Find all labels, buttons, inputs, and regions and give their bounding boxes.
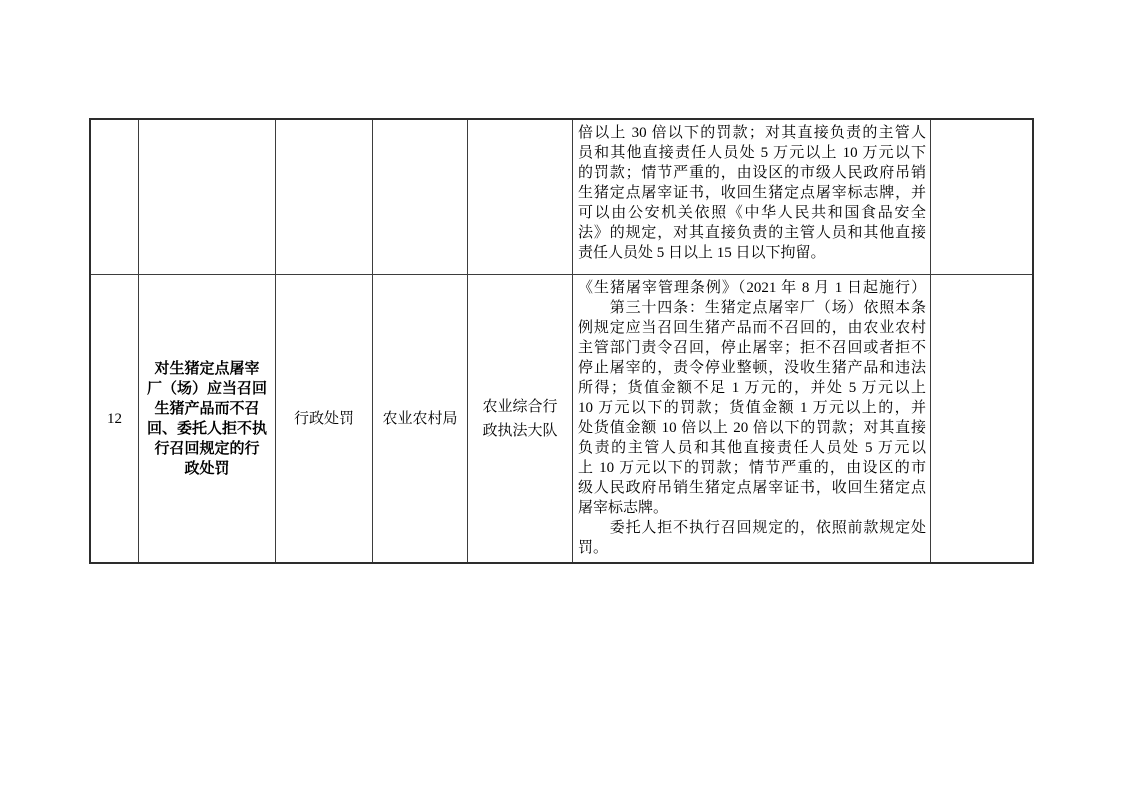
- penalty-type-cell: [276, 275, 373, 562]
- remark-cell: [931, 275, 1032, 562]
- cont-undertaking-unit-cell: [468, 120, 573, 275]
- undertaking-unit-line: 政执法大队: [482, 422, 558, 439]
- item-name-cell: [139, 275, 276, 562]
- legal-basis-line: 停止屠宰的，责令停业整顿，没收生猪产品和违法: [578, 360, 926, 376]
- legal-basis-line: 例规定应当召回生猪产品而不召回的，由农业农村: [578, 320, 926, 336]
- legal-basis-line: 处货值金额 10 倍以上 20 倍以下的罚款；对其直接: [578, 420, 926, 436]
- legal-basis-cell: [573, 275, 931, 562]
- cont-implementing-agency-cell: [373, 120, 468, 275]
- legal-basis-line: 10 万元以下的罚款；货值金额 1 万元以上的，并: [578, 400, 926, 416]
- cont-item-name-cell: [139, 120, 276, 275]
- legal-basis-line: 员和其他直接责任人员处 5 万元以上 10 万元以下: [578, 145, 926, 161]
- undertaking-unit-cell: [468, 275, 573, 562]
- legal-basis-line: 屠宰标志牌。: [578, 500, 669, 516]
- legal-basis-line: 可以由公安机关依照《中华人民共和国食品安全: [578, 205, 926, 221]
- legal-basis-line: 倍以上 30 倍以下的罚款；对其直接负责的主管人: [578, 125, 926, 141]
- legal-basis-line: 主管部门责令召回，停止屠宰；拒不召回或者拒不: [578, 340, 926, 356]
- item-name-line: 生猪产品而不召: [154, 400, 260, 417]
- item-name-line: 行召回规定的行: [154, 440, 260, 457]
- item-name-line: 回、委托人拒不执: [146, 420, 267, 437]
- item-name-line: 政处罚: [184, 460, 230, 477]
- legal-basis-line: 负责的主管人员和其他直接责任人员处 5 万元以: [578, 440, 926, 456]
- seq-cell: [91, 275, 139, 562]
- legal-basis-line: 委托人拒不执行召回规定的，依照前款规定处: [578, 520, 926, 536]
- legal-basis-line: 级人民政府吊销生猪定点屠宰证书，收回生猪定点: [578, 480, 926, 496]
- implementing-agency-cell: [373, 275, 468, 562]
- legal-basis-line: 生猪定点屠宰证书，收回生猪定点屠宰标志牌，并: [578, 185, 926, 201]
- legal-basis-line: 第三十四条：生猪定点屠宰厂（场）依照本条: [578, 300, 926, 316]
- legal-basis-line: 《生猪屠宰管理条例》（2021 年 8 月 1 日起施行）: [578, 280, 926, 296]
- legal-basis-line: 法》的规定，对其直接负责的主管人员和其他直接: [578, 225, 926, 241]
- item-name-line: 厂（场）应当召回: [146, 380, 267, 397]
- cont-penalty-type-cell: [276, 120, 373, 275]
- legal-basis-line: 所得；货值金额不足 1 万元的，并处 5 万元以上: [578, 380, 926, 396]
- cont-legal-basis-cell: [573, 120, 931, 275]
- penalty-type-text: 行政处罚: [293, 410, 354, 427]
- implementing-agency-text: 农业农村局: [382, 410, 458, 427]
- legal-basis-line: 罚。: [578, 540, 609, 556]
- item-name-line: 对生猪定点屠宰: [154, 360, 260, 377]
- penalty-table: [89, 118, 1034, 564]
- seq-text: 12: [107, 410, 122, 427]
- legal-basis-line: 责任人员处 5 日以上 15 日以下拘留。: [578, 245, 826, 261]
- cont-remark-cell: [931, 120, 1032, 275]
- legal-basis-line: 上 10 万元以下的罚款；情节严重的，由设区的市: [578, 460, 926, 476]
- undertaking-unit-line: 农业综合行: [482, 398, 558, 415]
- cont-seq-cell: [91, 120, 139, 275]
- legal-basis-line: 的罚款；情节严重的，由设区的市级人民政府吊销: [578, 165, 926, 181]
